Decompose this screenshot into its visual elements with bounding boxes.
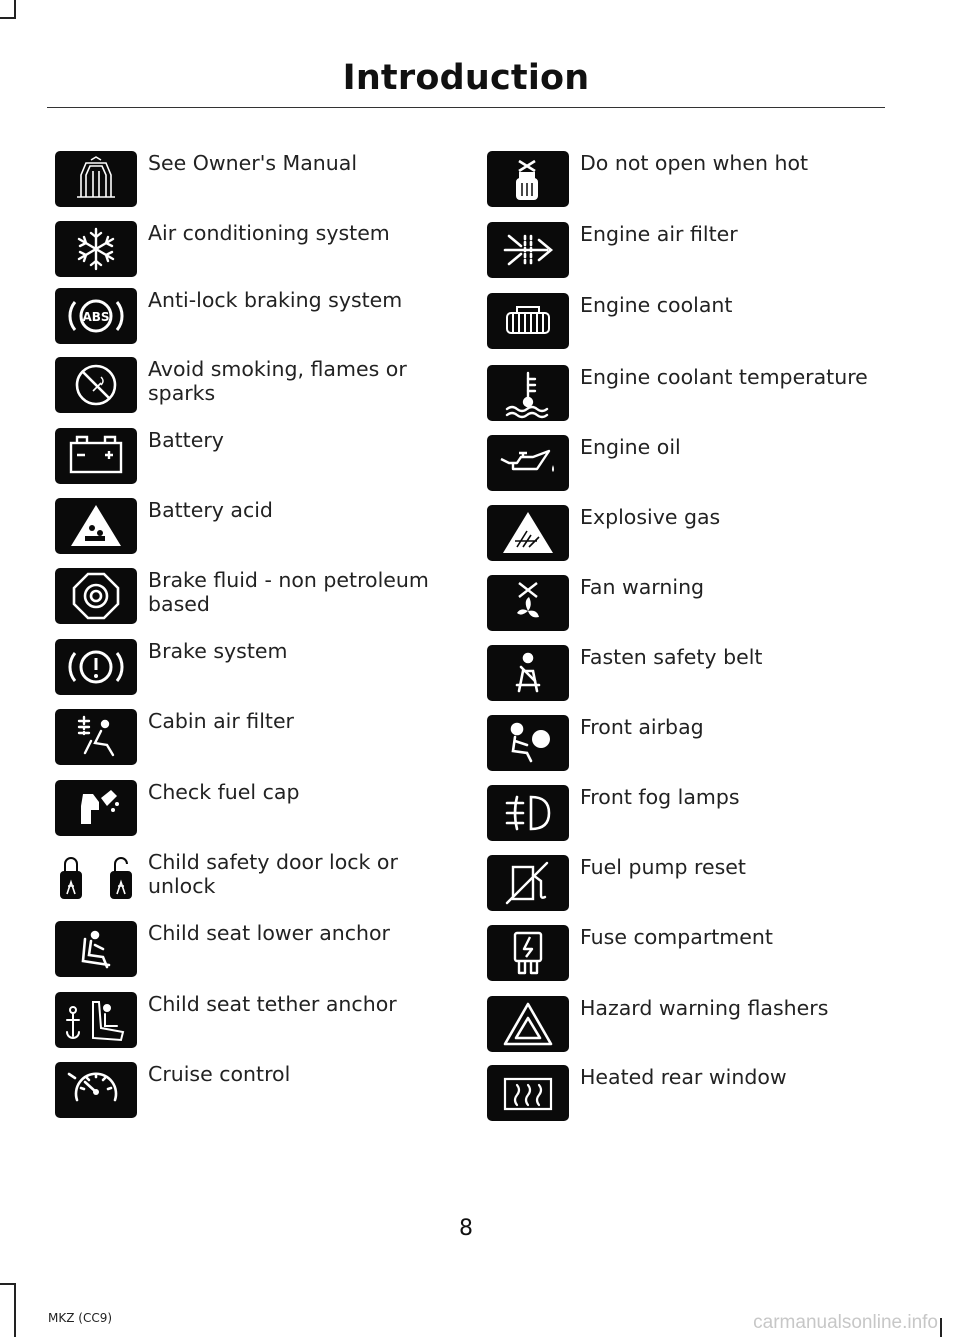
fuel-cap-icon xyxy=(55,780,137,836)
item-label: Fuel pump reset xyxy=(580,855,746,879)
battery-icon xyxy=(55,428,137,484)
seat-belt-icon xyxy=(487,645,569,701)
item-label: Explosive gas xyxy=(580,505,721,529)
do-not-open-hot-icon xyxy=(487,151,569,207)
explosive-gas-icon xyxy=(487,505,569,561)
item-label: Fuse compartment xyxy=(580,925,773,949)
item-label: Fasten safety belt xyxy=(580,645,763,669)
item-label: Child seat tether anchor xyxy=(148,992,397,1016)
engine-coolant-icon xyxy=(487,293,569,349)
item-label: Cruise control xyxy=(148,1062,291,1086)
item-label: Check fuel cap xyxy=(148,780,300,804)
item-label: Engine coolant temperature xyxy=(580,365,868,389)
child-seat-anchor-icon xyxy=(55,921,137,977)
air-conditioning-icon xyxy=(55,221,137,277)
owners-manual-icon xyxy=(55,151,137,207)
item-label: Front fog lamps xyxy=(580,785,740,809)
battery-acid-icon xyxy=(55,498,137,554)
item-label: Battery acid xyxy=(148,498,273,522)
fog-lamps-icon xyxy=(487,785,569,841)
coolant-temperature-icon xyxy=(487,365,569,421)
item-label: Brake fluid - non petroleum based xyxy=(148,568,429,616)
brake-system-icon xyxy=(55,639,137,695)
child-seat-tether-icon xyxy=(55,992,137,1048)
no-smoking-icon xyxy=(55,357,137,413)
item-label: Front airbag xyxy=(580,715,704,739)
cabin-air-filter-icon xyxy=(55,709,137,765)
item-label: Engine coolant xyxy=(580,293,733,317)
watermark: carmanualsonline.info xyxy=(753,1312,938,1333)
item-label: Air conditioning system xyxy=(148,221,390,245)
abs-icon-text: ABS xyxy=(82,310,110,324)
page-number: 8 xyxy=(459,1216,473,1241)
fuse-compartment-icon xyxy=(487,925,569,981)
item-label: Brake system xyxy=(148,639,288,663)
child-lock-icon xyxy=(55,850,137,906)
item-label: Fan warning xyxy=(580,575,705,599)
page-title: Introduction xyxy=(342,58,590,98)
crop-mark xyxy=(14,0,16,18)
footer-model: MKZ (CC9) xyxy=(48,1311,113,1325)
item-label: Battery xyxy=(148,428,224,452)
heated-rear-window-icon xyxy=(487,1065,569,1121)
brake-fluid-icon xyxy=(55,568,137,624)
crop-mark xyxy=(0,17,16,19)
crop-mark xyxy=(940,1318,942,1337)
fan-warning-icon xyxy=(487,575,569,631)
crop-mark xyxy=(0,1283,16,1285)
item-label: Anti-lock braking system xyxy=(148,288,403,312)
fuel-pump-reset-icon xyxy=(487,855,569,911)
item-label: Engine air filter xyxy=(580,222,738,246)
item-label: Cabin air filter xyxy=(148,709,294,733)
crop-mark xyxy=(14,1283,16,1337)
hazard-flashers-icon xyxy=(487,996,569,1052)
front-airbag-icon xyxy=(487,715,569,771)
item-label: Child safety door lock or unlock xyxy=(148,850,398,898)
item-label: See Owner's Manual xyxy=(148,151,358,175)
engine-air-filter-icon xyxy=(487,222,569,278)
cruise-control-icon xyxy=(55,1062,137,1118)
item-label: Do not open when hot xyxy=(580,151,809,175)
header-rule xyxy=(47,107,885,108)
item-label: Hazard warning flashers xyxy=(580,996,829,1020)
item-label: Engine oil xyxy=(580,435,681,459)
item-label: Avoid smoking, flames or sparks xyxy=(148,357,407,405)
abs-icon xyxy=(55,288,137,344)
engine-oil-icon xyxy=(487,435,569,491)
item-label: Child seat lower anchor xyxy=(148,921,390,945)
item-label: Heated rear window xyxy=(580,1065,787,1089)
